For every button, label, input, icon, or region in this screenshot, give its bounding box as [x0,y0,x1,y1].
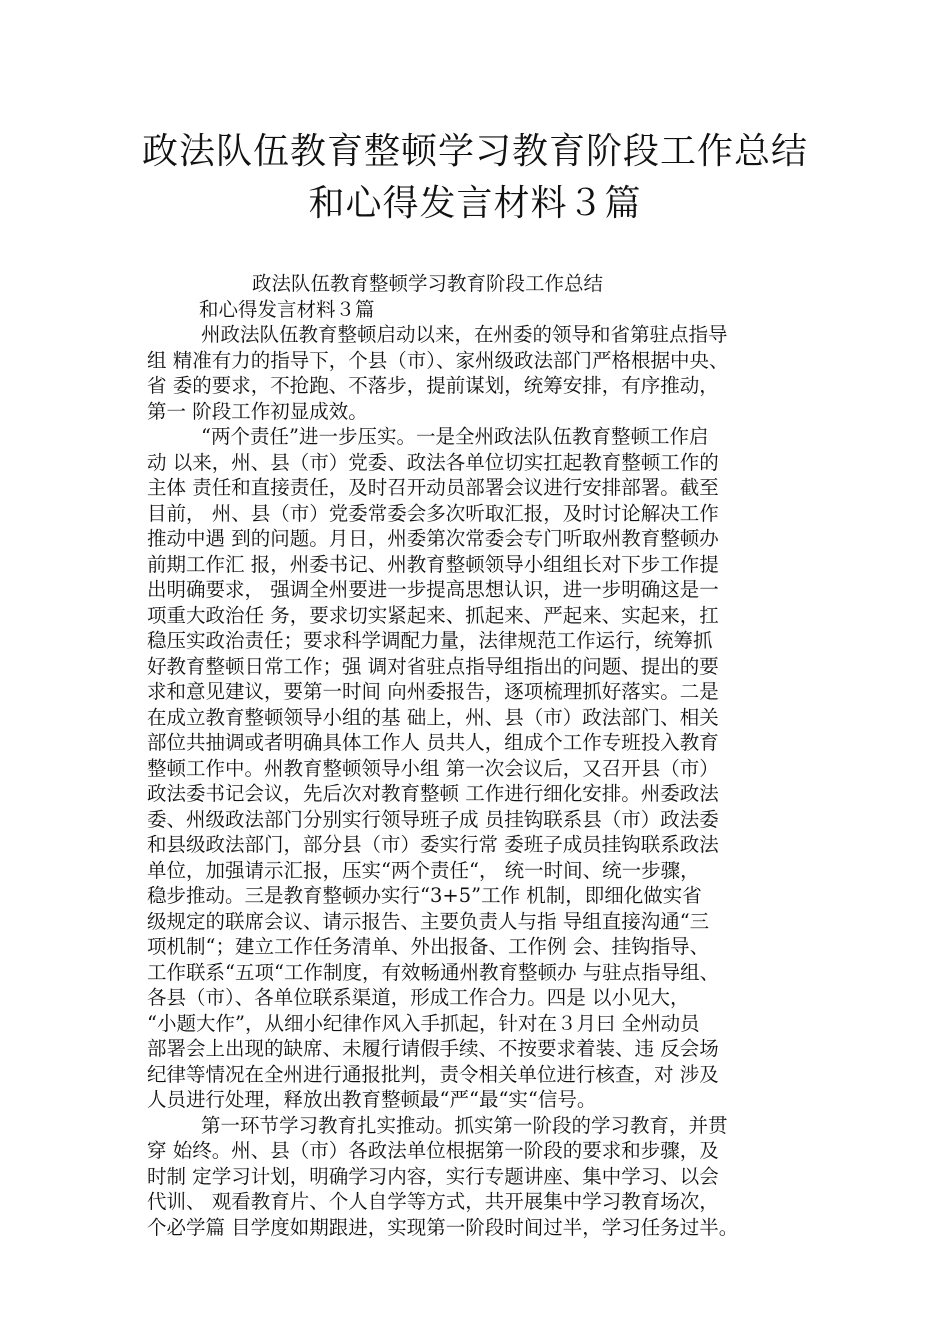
text-line: 政法委书记会议，先后次对教育整顿 工作进行细化安排。州委政法 [147,782,719,805]
paragraph-3 [147,1113,827,1241]
text-line: 目前， 州、县（市）党委常委会多次听取汇报，及时讨论解决工作 [147,501,719,525]
text-line: 委、州级政法部门分别实行领导班子成 员挂钩联系县（市）政法委 [147,807,719,831]
text-line: “两个责任”进一步压实。一是全州政法队伍教育整顿工作启 [201,425,709,448]
text-line: 个必学篇 目学度如期跟进，实现第一阶段时间过半，学习任务过半。 [147,1215,739,1239]
text-line: 第一 阶段工作初显成效。 [147,399,368,423]
text-line: 出明确要求， 强调全州要进一步提高思想认识，进一步明确这是一 [147,578,719,601]
text-line: 整顿工作中。州教育整顿领导小组 第一次会议后，又召开县（市） [147,756,719,780]
paragraph-2 [147,424,827,1113]
subtitle-line-1: 政法队伍教育整顿学习教育阶段工作总结 [252,272,604,295]
text-line: 部署会上出现的缺席、未履行请假手续、不按要求着装、违 反会场 [147,1037,719,1060]
text-line: 州政法队伍教育整顿启动以来，在州委的领导和省第驻点指导 [201,323,728,346]
text-line: 第一环节学习教育扎实推动。抓实第一阶段的学习教育，并贯 [201,1113,728,1137]
text-line: 人员进行处理，释放出教育整顿最“严“最“实“信号。 [147,1088,597,1111]
document-title-line-2: 和心得发言材料３篇 [308,183,642,224]
text-line: 单位，加强请示汇报，压实“两个责任“， 统一时间、统一步骤， [147,858,700,882]
text-line: 在成立教育整顿领导小组的基 础上，州、县（市）政法部门、相关 [147,705,719,729]
text-line: 级规定的联席会议、请示报告、主要负责人与指 导组直接沟通“三 [147,909,710,933]
text-line: 稳步推动。三是教育整顿办实行“3+5”工作 机制，即细化做实省 [147,884,702,907]
text-line: 和县级政法部门，部分县（市）委实行常 委班子成员挂钩联系政法 [147,833,719,856]
text-line: 纪律等情况在全州进行通报批判，责令相关单位进行核查，对 涉及 [147,1062,719,1086]
text-line: 省 委的要求，不抢跑、不落步，提前谋划，统筹安排，有序推动， [147,374,719,397]
text-line: 组 精准有力的指导下，个县（市）、家州级政法部门严格根据中央、 [147,348,729,372]
text-line: 稳压实政治责任；要求科学调配力量，法律规范工作运行，统筹抓 [147,629,713,652]
text-line: 主体 责任和直接责任，及时召开动员部署会议进行安排部署。截至 [147,476,719,499]
text-line: 动 以来，州、县（市）党委、政法各单位切实扛起教育整顿工作的 [147,450,719,474]
document-body [147,271,827,1240]
subtitle-line-2: 和心得发言材料３篇 [199,297,375,321]
document-title-line-1: 政法队伍教育整顿学习教育阶段工作总结 [141,131,808,172]
text-line: 好教育整顿日常工作；强 调对省驻点指导组指出的问题、提出的要 [147,654,719,678]
text-line: 穿 始终。州、县（市）各政法单位根据第一阶段的要求和步骤，及 [147,1139,719,1162]
text-line: 求和意见建议，要第一时间 向州委报告，逐项梳理抓好落实。二是 [147,680,719,703]
paragraph-1 [147,322,827,424]
text-line: 代训、 观看教育片、个人自学等方式，共开展集中学习教育场次， [147,1190,719,1213]
text-line: 时制 定学习计划，明确学习内容，实行专题讲座、集中学习、以会 [147,1164,719,1188]
text-line: 推动中遇 到的问题。月日，州委第次常委会专门听取州教育整顿办 [147,527,719,550]
text-line: 项重大政治任 务，要求切实紧起来、抓起来、严起来、实起来，扛 [147,603,719,627]
text-line: 各县（市）、各单位联系渠道，形成工作合力。四是 以小见大， [147,986,690,1009]
text-line: 部位共抽调或者明确具体工作人 员共人，组成个工作专班投入教育 [147,731,719,754]
text-line: 工作联系“五项“工作制度，有效畅通州教育整顿办 与驻点指导组、 [147,960,720,984]
text-line: “小题大作”，从细小纪律作风入手抓起，针对在３月曰 全州动员 [147,1011,700,1035]
text-line: 项机制“；建立工作任务清单、外出报备、工作例 会、挂钩指导、 [147,935,710,958]
text-line: 前期工作汇 报，州委书记、州教育整顿领导小组组长对下步工作提 [147,552,719,576]
